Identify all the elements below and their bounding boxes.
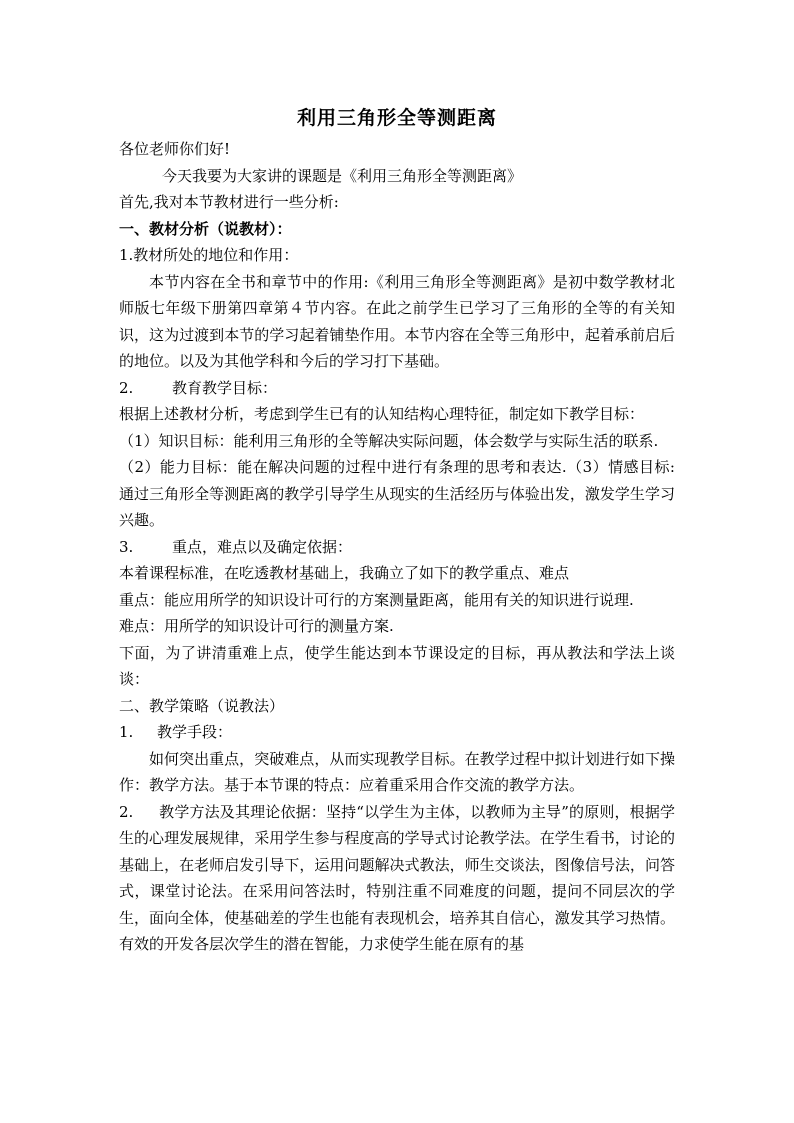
document-title: 利用三角形全等测距离 (296, 107, 497, 129)
item3-heading-line (119, 534, 675, 561)
item2-body3: （2）能力目标：能在解决问题的过程中进行有条理的思考和表达.（3）情感目标: 通过三角形全等测距离的教学引导学生从现实的生活经历与体验出发，激发学生学习兴趣。 (119, 458, 675, 529)
item1-heading: 1.教材所处的地位和作用： (119, 246, 299, 264)
item2-body1: 根据上述教材分析，考虑到学生已有的认知结构心理特征，制定如下教学目标： (119, 405, 645, 423)
s2-item1-number: 1. (119, 723, 134, 741)
section1-heading: 一、教材分析（说教材）： (119, 219, 292, 238)
item2-heading-line (119, 375, 675, 402)
document-page (119, 104, 675, 958)
item3-number: 3. (119, 537, 134, 556)
greeting: 各位老师你们好! (119, 140, 231, 158)
item3-body1: 本着课程标准，在吃透教材基础上，我确立了如下的教学重点、难点 (119, 564, 570, 582)
intro-paragraph: 今天我要为大家讲的课题是《利用三角形全等测距离》 (162, 166, 523, 185)
s2-item1-body: 如何突出重点，突破难点，从而实现教学目标。在教学过程中拟计划进行如下操作：教学方法。基于本节课的特点：应着重采用合作交流的教学方法。 (119, 749, 675, 794)
s2-item2-number: 2. (119, 802, 134, 821)
item1-body: 本节内容在全书和章节中的作用:《利用三角形全等测距离》是初中数学教材北师版七年级下册第四章第４节内容。在此之前学生已学习了三角形的全等的有关知识，这为过渡到本节的学习起着铺垫作用。本节内容在全等三角形中，起着承前启后的地位。以及为其他学科和今后的学习打下基础。 (119, 272, 675, 370)
item2-heading: 教育教学目标： (172, 378, 278, 397)
first-paragraph: 首先,我对本节教材进行一些分析: (119, 193, 339, 211)
item3-body4: 下面，为了讲清重难上点，使学生能达到本节课设定的目标，再从教法和学法上谈谈： (119, 643, 675, 688)
item3-body2: 重点：能应用所学的知识设计可行的方案测量距离，能用有关的知识进行说理. (119, 590, 634, 609)
item2-number: 2. (119, 378, 134, 397)
item3-body3: 难点：用所学的知识设计可行的测量方案. (119, 617, 394, 635)
item2-body2: （1）知识目标：能利用三角形的全等解决实际问题，体会数学与实际生活的联系. (119, 431, 659, 450)
item3-heading: 重点，难点以及确定依据： (172, 537, 353, 556)
s2-item2-body: 教学方法及其理论依据：坚持“以学生为主体，以教师为主导”的原则，根据学生的心理发展规律，采用学生参与程度高的学导式讨论教学法。在学生看书，讨论的基础上，在老师启发引导下，运用问题解决式教法，师生交谈法，图像信号法，问答式，课堂讨论法。在采用问答法时，特别注重不同难度的问题，提问不同层次的学生，面向全体，使基础差的学生也能有表现机会，培养其自信心，激发其学习热情。有效的开发各层次学生的潜在智能，力求使学生能在原有的基 (119, 802, 675, 953)
s2-item1-heading: 教学手段： (157, 723, 233, 741)
section2-heading: 二、教学策略（说教法） (119, 696, 285, 715)
s2-item1-heading-line (119, 719, 675, 746)
s2-item2-paragraph (119, 799, 675, 958)
